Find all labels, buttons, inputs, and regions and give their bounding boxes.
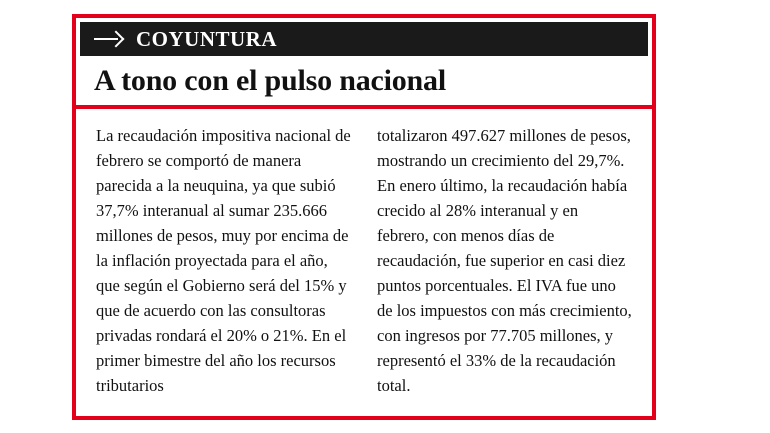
article-card — [72, 14, 656, 420]
body-paragraph: La recaudación impositiva nacional de febrero se comportó de manera parecida a la neuquina, ya que subió 37,7% interanual al sumar 235.666 millones de pesos, muy por encima de la inflación proyectada para el año, que según el Gobierno será del 15% y que de acuerdo con las consultoras privadas rondará el 20% o 21%. En el primer bimestre del año los recursos tributarios — [96, 125, 351, 396]
body-column-right — [377, 123, 632, 399]
headline-container — [76, 56, 652, 109]
body-column-left — [96, 123, 351, 399]
section-kicker-label: COYUNTURA — [136, 26, 277, 51]
section-kicker-bar — [80, 22, 648, 56]
page-title: A tono con el pulso nacional — [94, 64, 446, 97]
body-paragraph: totalizaron 497.627 millones de pesos, mostrando un crecimiento del 29,7%. En enero último, la recaudación había crecido al 28% interanual y en febrero, con menos días de recaudación, fue superior en casi diez puntos porcentuales. El IVA fue uno de los impuestos con más crecimiento, con ingresos por 77.705 millones, y representó el 33% de la recaudación total. — [377, 125, 632, 396]
article-body — [76, 109, 652, 409]
arrow-right-icon — [94, 32, 124, 46]
